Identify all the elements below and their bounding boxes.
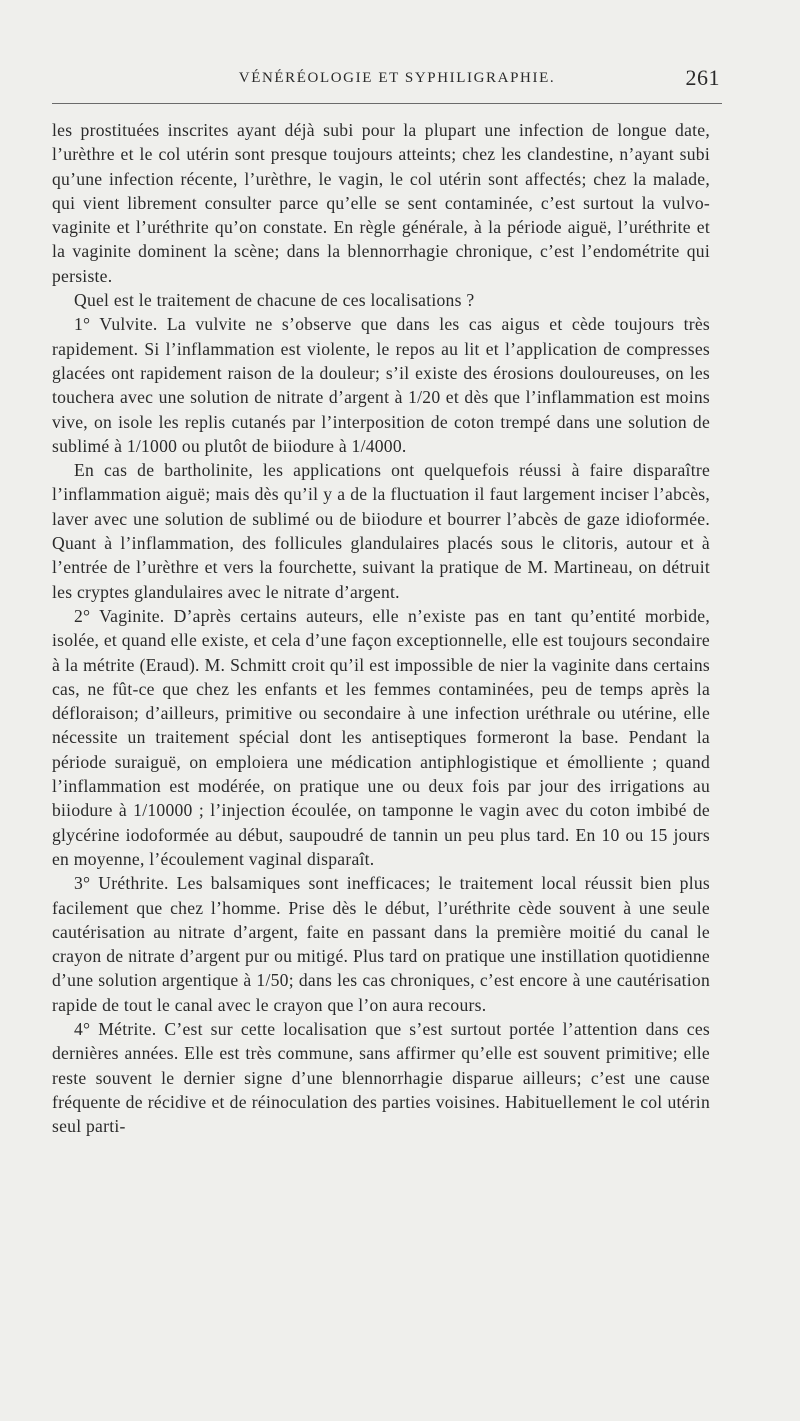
paragraph-bartholinite: En cas de bartholinite, les applications ont quelquefois réussi à faire disparaître l’inflammation aiguë; mais dès qu’il y a de la fluctuation il faut largement inciser l’abcès, laver avec une solution de sublimé ou de biiodure et bourrer l’abcès de gaze idioformée. Quant à l’inflammation, des follicules glandulaires placés sous le clitoris, autour et à l’entrée de l’urèthre et vers la fourchette, suivant la pratique de M. Martineau, on détruit les cryptes glandulaires avec le nitrate d’argent.	[52, 460, 710, 602]
paragraph-urethrite: 3° Uréthrite. Les balsamiques sont inefficaces; le traitement local réussit bien plus facilement que chez l’homme. Prise dès le début, l’uréthrite cède souvent à une seule cautérisation au nitrate d’argent, faite en passant dans la première moitié du canal le crayon de nitrate d’argent pur ou mitigé. Plus tard on pratique une instillation quotidienne d’une solution argentique à 1/50; dans les cas chroniques, c’est encore à une cautérisation rapide de tout le canal avec le crayon que l’on aura recours.	[52, 873, 710, 1015]
paragraph-metrite: 4° Métrite. C’est sur cette localisation que s’est surtout portée l’attention dans ces dernières années. Elle est très commune, sans affirmer qu’elle est souvent primitive; elle reste souvent le dernier signe d’une blennorrhagie disparue ailleurs; c’est une cause fréquente de récidive et de réinoculation des parties voisines. Habituellement le col utérin seul parti-	[52, 1018, 710, 1137]
paragraph-question: Quel est le traitement de chacune de ces localisations ?	[74, 290, 475, 311]
paragraph-vulvite: 1° Vulvite. La vulvite ne s’observe que dans les cas aigus et cède toujours très rapidement. Si l’inflammation est violente, le repos au lit et l’application de compresses glacées ont rapidement raison de la douleur; s’il existe des érosions douloureuses, on les touchera avec une solution de nitrate d’argent à 1/20 et dès que l’inflammation est moins vive, on isole les replis cutanés par l’interposition de coton trempé dans une solution de sublimé à 1/1000 ou plutôt de biiodure à 1/4000.	[52, 314, 710, 456]
running-head: VÉNÉRÉOLOGIE ET SYPHILIGRAPHIE.	[238, 70, 556, 86]
page-number: 261	[685, 65, 720, 90]
page-header	[52, 62, 720, 92]
paragraph-vaginite: 2° Vaginite. D’après certains auteurs, elle n’existe pas en tant qu’entité morbide, isolée, et quand elle existe, et cela d’une façon exceptionnelle, elle est toujours secondaire à la métrite (Eraud). M. Schmitt croit qu’il est impossible de nier la vaginite dans certains cas, ne fût-ce que chez les enfants et les femmes contaminées, peu de temps après la défloraison; d’ailleurs, primitive ou secondaire à une infection uréthrale ou utérine, elle nécessite un traitement spécial dont les antiseptiques formeront la base. Pendant la période suraiguë, on emploiera une médication antiphlogistique et émolliente ; quand l’inflammation est modérée, on pratique une ou deux fois par jour des irrigations au biiodure à 1/10000 ; l’injection écoulée, on tamponne le vagin avec du coton imbibé de glycérine iodoformée au début, saupoudré de tannin un peu plus tard. En 10 ou 15 jours en moyenne, l’écoulement vaginal disparaît.	[52, 605, 710, 869]
header-rule	[52, 103, 722, 104]
paragraph-continuation: les prostituées inscrites ayant déjà subi pour la plupart une infection de longue date, l’urèthre et le col utérin sont presque toujours atteints; chez les clandestine, n’ayant subi qu’une infection récente, l’urèthre, le vagin, le col utérin sont affectés; chez la malade, qui vient librement consulter parce qu’elle se sent contaminée, c’est surtout la vulvo-vaginite et l’uréthrite qu’on constate. En règle générale, à la période aiguë, l’uréthrite et la vaginite dominent la scène; dans la blennorrhagie chronique, c’est l’endométrite qui persiste.	[52, 120, 710, 286]
body-text	[52, 118, 710, 1138]
